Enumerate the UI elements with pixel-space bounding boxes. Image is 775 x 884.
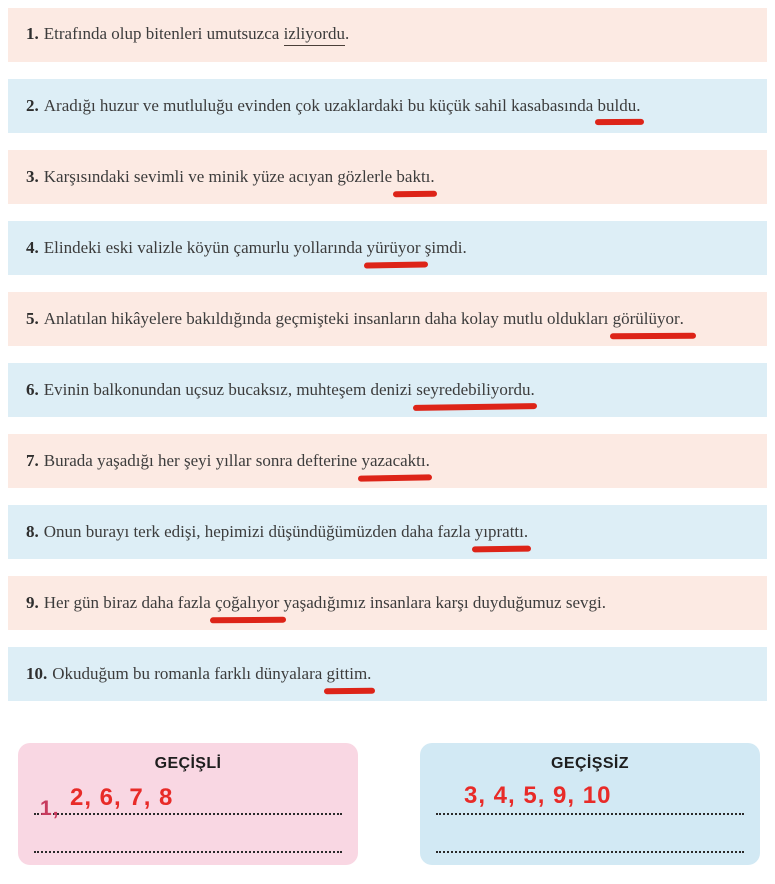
- sentence-number: 5.: [26, 308, 39, 328]
- sentence-post: şimdi.: [420, 237, 467, 257]
- sentence-text: [26, 593, 606, 613]
- gecisli-answer-part-1: 1,: [40, 797, 60, 820]
- gecisli-title: GEÇİŞLİ: [154, 755, 222, 772]
- gecisli-box: [18, 743, 358, 865]
- underlined-verb: [475, 522, 524, 542]
- sentence-number: 4.: [26, 237, 39, 257]
- sentence-row-6: [8, 363, 767, 417]
- underlined-verb: [416, 380, 530, 400]
- sentence-pre: Aradığı huzur ve mutluluğu evinden çok uzaklardaki bu küçük sahil kasabasında: [43, 95, 598, 115]
- red-underline-stroke: [393, 191, 437, 198]
- verb-text: seyredebiliyordu: [416, 379, 531, 399]
- verb-text: yürüyor: [366, 237, 421, 257]
- sentence-row-3: [8, 150, 767, 204]
- sentence-number: 8.: [26, 521, 39, 541]
- sentence-number: 7.: [26, 450, 39, 470]
- sentence-row-4: [8, 221, 767, 275]
- gecissiz-answer-line-2[interactable]: [436, 815, 744, 853]
- verb-text: yazacaktı: [361, 450, 426, 470]
- red-underline-stroke: [364, 262, 428, 269]
- sentence-post: yaşadığımız insanlara karşı duyduğumuz sevgi.: [279, 592, 606, 612]
- sentence-pre: Onun burayı terk edişi, hepimizi düşündüğümüzden daha fazla: [43, 521, 475, 541]
- verb-text: izliyordu: [283, 23, 345, 43]
- verb-text: baktı: [396, 166, 431, 186]
- sentence-text: [26, 167, 435, 187]
- verb-text: buldu: [597, 95, 637, 115]
- sentence-pre: Her gün biraz daha fazla: [43, 592, 216, 612]
- sentence-post: .: [523, 521, 529, 541]
- gecissiz-box: [420, 743, 760, 865]
- red-underline-stroke: [610, 333, 696, 339]
- verb-text: görülüyor: [612, 308, 680, 328]
- underlined-verb: [367, 238, 421, 258]
- underlined-verb: [613, 309, 680, 329]
- sentence-number: 9.: [26, 592, 39, 612]
- sentence-number: 3.: [26, 166, 39, 186]
- sentence-row-2: [8, 79, 767, 133]
- sentence-text: [26, 238, 467, 258]
- red-underline-stroke: [358, 475, 432, 482]
- sentence-number: 1.: [26, 23, 39, 43]
- sentence-number: 10.: [26, 663, 48, 683]
- sentence-post: .: [344, 23, 350, 43]
- sentence-text: [26, 664, 371, 684]
- gecissiz-title: GEÇİŞSİZ: [551, 755, 629, 772]
- red-underline-stroke: [413, 403, 537, 411]
- gecissiz-answer: 3, 4, 5, 9, 10: [464, 782, 612, 809]
- verb-text: gittim: [326, 663, 368, 683]
- gecisli-answer-line-1[interactable]: [34, 773, 342, 820]
- gecisli-answer-part-2: 2, 6, 7, 8: [70, 784, 174, 811]
- sentence-pre: Anlatılan hikâyelere bakıldığında geçmişteki insanların daha kolay mutlu oldukları: [43, 308, 613, 328]
- sentence-row-8: [8, 505, 767, 559]
- sentence-pre: Etrafında olup bitenleri umutsuzca: [43, 23, 284, 43]
- gecissiz-answer-line-1[interactable]: [436, 773, 744, 815]
- sentence-text: [26, 309, 684, 329]
- sentence-pre: Karşısındaki sevimli ve minik yüze acıyan gözlerle: [43, 166, 397, 186]
- sentence-post: .: [636, 95, 641, 115]
- sentence-text: [26, 380, 535, 400]
- sentence-number: 2.: [26, 95, 39, 115]
- red-underline-stroke: [472, 546, 531, 553]
- underlined-verb: [284, 24, 345, 46]
- underlined-verb: [396, 167, 430, 187]
- sentence-post: .: [425, 450, 430, 470]
- sentence-pre: Evinin balkonundan uçsuz bucaksız, muhteşem denizi: [43, 379, 417, 399]
- red-underline-stroke: [324, 688, 375, 695]
- sentence-text: [26, 24, 349, 46]
- sentence-row-1: [8, 8, 767, 62]
- red-underline-stroke: [594, 119, 643, 125]
- sentence-pre: Okuduğum bu romanla farklı dünyalara: [52, 663, 327, 683]
- sentence-number: 6.: [26, 379, 39, 399]
- sentence-text: [26, 451, 430, 471]
- sentence-row-9: [8, 576, 767, 630]
- underlined-verb: [215, 593, 279, 613]
- sentence-post: .: [679, 308, 684, 328]
- sentence-post: .: [530, 379, 535, 399]
- red-underline-stroke: [210, 617, 286, 624]
- sentence-row-7: [8, 434, 767, 488]
- sentence-text: [26, 522, 528, 542]
- sentence-post: .: [367, 663, 372, 683]
- gecisli-answer-line-2[interactable]: [34, 815, 342, 853]
- sentence-pre: Elindeki eski valizle köyün çamurlu yollarında: [43, 237, 367, 257]
- sentence-pre: Burada yaşadığı her şeyi yıllar sonra defterine: [43, 450, 362, 470]
- sentence-post: .: [430, 166, 435, 186]
- underlined-verb: [361, 451, 425, 471]
- verb-text: yıprattı: [474, 521, 524, 541]
- verb-text: çoğalıyor: [215, 592, 280, 612]
- underlined-verb: [327, 664, 368, 684]
- sentence-text: [26, 96, 641, 116]
- underlined-verb: [598, 96, 637, 116]
- sentence-row-10: [8, 647, 767, 701]
- sentence-row-5: [8, 292, 767, 346]
- answer-boxes: [18, 743, 760, 865]
